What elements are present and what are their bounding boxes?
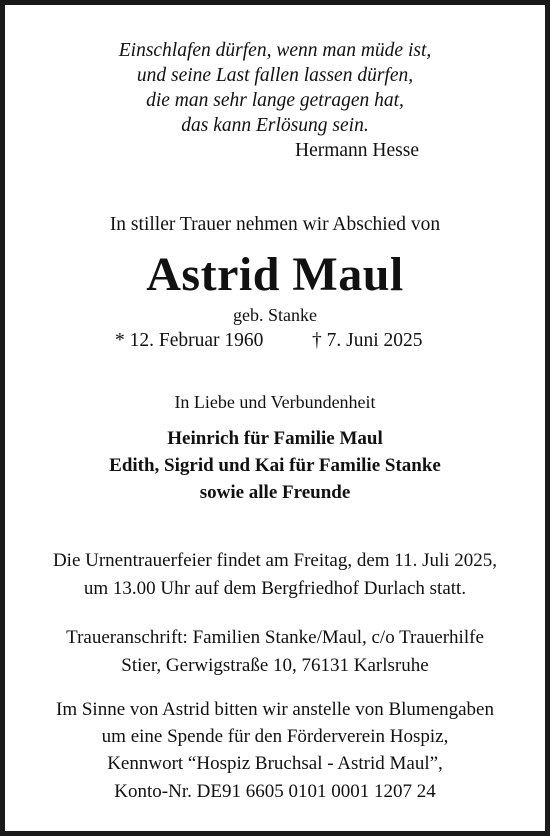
poem-line-3: die man sehr lange getragen hat, <box>146 90 404 111</box>
donation-account: Konto-Nr. DE91 6605 0101 0001 1207 24 <box>114 781 436 802</box>
poem-line-4: das kann Erlösung sein. <box>181 115 369 136</box>
birth-name: geb. Stanke <box>233 305 317 325</box>
donation-line-1: Im Sinne von Astrid bitten wir anstelle von Blumengaben <box>56 699 494 720</box>
poem-line-1: Einschlafen dürfen, wenn man müde ist, <box>118 40 432 61</box>
donation-line-3: Kennwort “Hospiz Bruchsal - Astrid Maul”, <box>107 753 443 774</box>
death-date: † 7. Juni 2025 <box>312 330 423 351</box>
mourners-intro: In Liebe und Verbundenheit <box>174 392 376 412</box>
birth-date: * 12. Februar 1960 <box>115 330 264 351</box>
mourner-line-3: sowie alle Freunde <box>199 482 351 503</box>
donation-line-2: um eine Spende für den Förderverein Hospiz, <box>101 726 449 747</box>
mourner-line-2: Edith, Sigrid und Kai für Familie Stanke <box>109 455 441 476</box>
mourner-line-1: Heinrich für Familie Maul <box>167 428 383 449</box>
intro-text: In stiller Trauer nehmen wir Abschied von <box>109 214 441 235</box>
poem-author: Hermann Hesse <box>295 140 419 161</box>
address-line-2: Stier, Gerwigstraße 10, 76131 Karlsruhe <box>121 655 429 676</box>
ceremony-line-2: um 13.00 Uhr auf dem Bergfriedhof Durlach statt. <box>83 578 467 599</box>
address-line-1: Traueranschrift: Familien Stanke/Maul, c/o Trauerhilfe <box>66 627 484 648</box>
deceased-name: Astrid Maul <box>146 248 404 301</box>
poem-line-2: und seine Last fallen lassen dürfen, <box>136 65 414 86</box>
ceremony-line-1: Die Urnentrauerfeier findet am Freitag, dem 11. Juli 2025, <box>52 550 498 571</box>
